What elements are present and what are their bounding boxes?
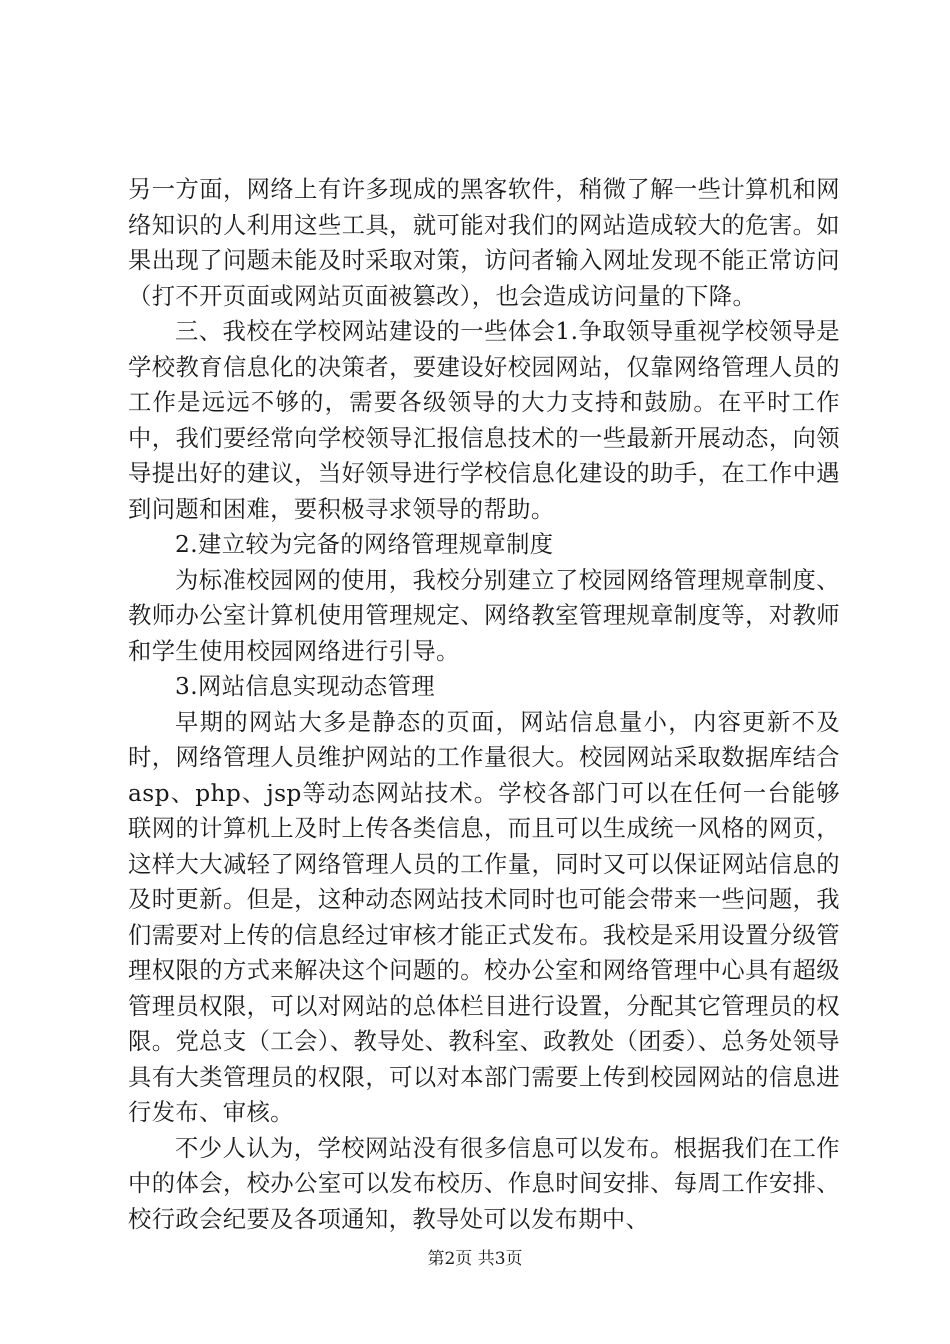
document-body	[128, 172, 840, 1237]
page-footer: 第2页 共3页	[427, 1249, 523, 1269]
paragraph: 为标准校园网的使用，我校分别建立了校园网络管理规章制度、教师办公室计算机使用管理规定、网络教室管理规章制度等，对教师和学生使用校园网络进行引导。	[128, 566, 840, 665]
section-heading: 2.建立较为完备的网络管理规章制度	[175, 531, 554, 558]
section-heading: 3.网站信息实现动态管理	[175, 673, 435, 700]
paragraph: 另一方面，网络上有许多现成的黑客软件，稍微了解一些计算机和网络知识的人利用这些工具，就可能对我们的网站造成较大的危害。如果出现了问题未能及时采取对策，访问者输入网址发现不能正常访问（打不开页面或网站页面被篡改），也会造成访问量的下降。	[128, 176, 840, 310]
paragraph: 三、我校在学校网站建设的一些体会1.争取领导重视学校领导是学校教育信息化的决策者，要建设好校园网站，仅靠网络管理人员的工作是远远不够的，需要各级领导的大力支持和鼓励。在平时工作中，我们要经常向学校领导汇报信息技术的一些最新开展动态，向领导提出好的建议，当好领导进行学校信息化建设的助手，在工作中遇到问题和困难，要积极寻求领导的帮助。	[128, 318, 840, 523]
paragraph: 不少人认为，学校网站没有很多信息可以发布。根据我们在工作中的体会，校办公室可以发布校历、作息时间安排、每周工作安排、校行政会纪要及各项通知，教导处可以发布期中、	[128, 1134, 840, 1233]
paragraph: 早期的网站大多是静态的页面，网站信息量小，内容更新不及时，网络管理人员维护网站的工作量很大。校园网站采取数据库结合asp、php、jsp等动态网站技术。学校各部门可以在任何一台能够联网的计算机上及时上传各类信息，而且可以生成统一风格的网页，这样大大减轻了网络管理人员的工作量，同时又可以保证网站信息的及时更新。但是，这种动态网站技术同时也可能会带来一些问题，我们需要对上传的信息经过审核才能正式发布。我校是采用设置分级管理权限的方式来解决这个问题的。校办公室和网络管理中心具有超级管理员权限，可以对网站的总体栏目进行设置，分配其它管理员的权限。党总支（工会）、教导处、教科室、政教处（团委）、总务处领导具有大类管理员的权限，可以对本部门需要上传到校园网站的信息进行发布、审核。	[128, 708, 840, 1126]
